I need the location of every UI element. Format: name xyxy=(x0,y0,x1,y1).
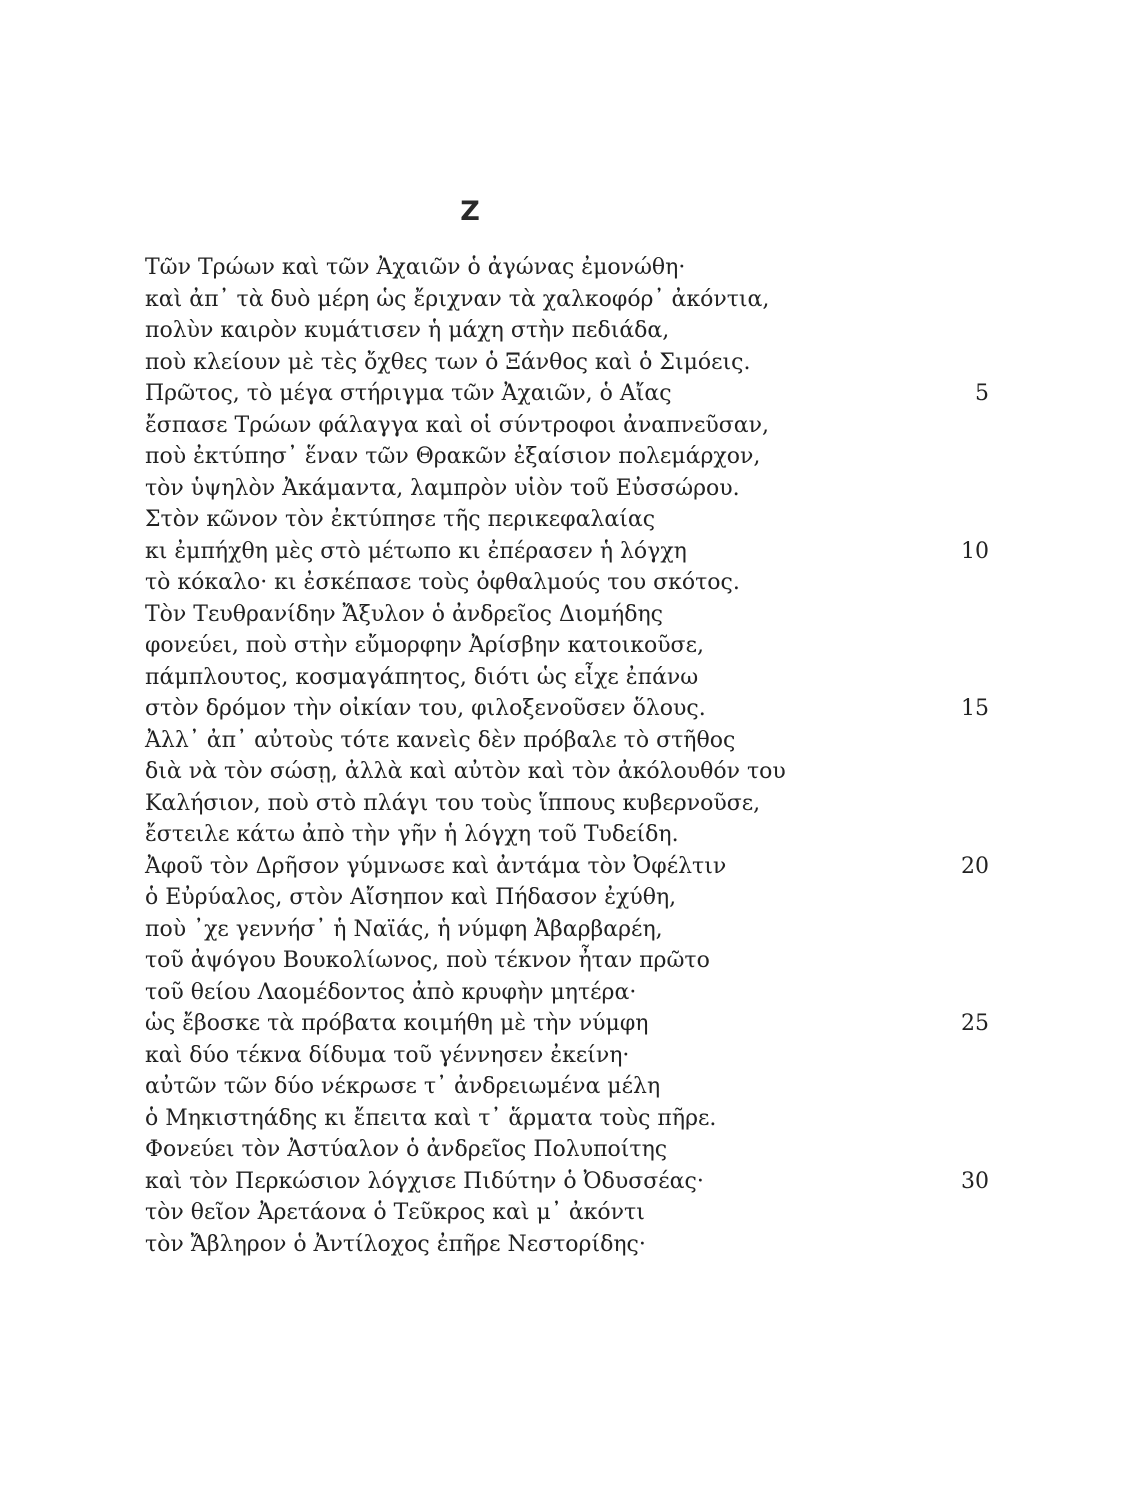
verse-text: ὡς ἔβοσκε τὰ πρόβατα κοιμήθη μὲ τὴν νύμφη xyxy=(145,1011,649,1036)
verse-text: διὰ νὰ τὸν σώσῃ, ἀλλὰ καὶ αὐτὸν καὶ τὸν ἀκόλουθόν του xyxy=(145,759,786,784)
verse-text: τὸν θεῖον Ἀρετάονα ὁ Τεῦκρος καὶ μ᾽ ἀκόντι xyxy=(145,1200,645,1225)
verse-line xyxy=(145,1229,1025,1261)
verse-text: τοῦ ἀψόγου Βουκολίωνος, ποὺ τέκνον ἦταν πρῶτο xyxy=(145,948,710,973)
verse-line xyxy=(145,662,1025,694)
verse-line xyxy=(145,252,1025,284)
verse-text: Τῶν Τρώων καὶ τῶν Ἀχαιῶν ὁ ἀγώνας ἐμονώθη· xyxy=(145,255,686,280)
book-title: Z xyxy=(460,196,480,227)
verse-text: Πρῶτος, τὸ μέγα στήριγμα τῶν Ἀχαιῶν, ὁ Αἴας xyxy=(145,381,672,406)
verse-line xyxy=(145,536,1025,568)
verse-line xyxy=(145,567,1025,599)
verse-line xyxy=(145,914,1025,946)
line-number: 10 xyxy=(961,538,989,564)
line-number: 15 xyxy=(961,696,989,721)
line-number: 20 xyxy=(961,853,989,879)
verse-line xyxy=(145,473,1025,505)
verse-line xyxy=(145,504,1025,536)
verse-text: τὸ κόκαλο· κι ἐσκέπασε τοὺς ὀφθαλμούς του σκότος. xyxy=(145,570,740,595)
verse-text: ποὺ ἐκτύπησ᾽ ἕναν τῶν Θρακῶν ἐξαίσιον πολεμάρχον, xyxy=(145,444,761,469)
verse-line xyxy=(145,441,1025,473)
verse-line xyxy=(145,819,1025,851)
verse-line xyxy=(145,693,1025,725)
verse-line xyxy=(145,1040,1025,1072)
verse-line xyxy=(145,1197,1025,1229)
verse-text: αὐτῶν τῶν δύο νέκρωσε τ᾽ ἀνδρειωμένα μέλη xyxy=(145,1074,661,1099)
line-number: 5 xyxy=(975,381,989,406)
verse-line xyxy=(145,945,1025,977)
verse-text: ἔσπασε Τρώων φάλαγγα καὶ οἱ σύντροφοι ἀναπνεῦσαν, xyxy=(145,412,770,438)
verse-text: καὶ τὸν Περκώσιον λόγχισε Πιδύτην ὁ Ὀδυσσέας· xyxy=(145,1168,704,1194)
verse-text: Φονεύει τὸν Ἀστύαλον ὁ ἀνδρεῖος Πολυποίτης xyxy=(145,1137,668,1162)
verse-line xyxy=(145,788,1025,820)
verse-line xyxy=(145,1008,1025,1040)
verse-text: τοῦ θείου Λαομέδοντος ἀπὸ κρυφὴν μητέρα· xyxy=(145,979,637,1005)
verse-text: κι ἐμπήχθη μὲς στὸ μέτωπο κι ἐπέρασεν ἡ λόγχη xyxy=(145,538,687,564)
verse-text: τὸν ὑψηλὸν Ἀκάμαντα, λαμπρὸν υἱὸν τοῦ Εὐσσώρου. xyxy=(145,475,740,501)
verse-text: πολὺν καιρὸν κυμάτισεν ἡ μάχη στὴν πεδιάδα, xyxy=(145,318,670,343)
verse-line xyxy=(145,347,1025,379)
verse-text: Ἀλλ᾽ ἀπ᾽ αὐτοὺς τότε κανεὶς δὲν πρόβαλε τὸ στῆθος xyxy=(145,727,736,753)
verse-text: ὁ Εὐρύαλος, στὸν Αἴσηπον καὶ Πήδασον ἐχύθη, xyxy=(145,885,677,910)
verse-text: καὶ δύο τέκνα δίδυμα τοῦ γέννησεν ἐκείνη· xyxy=(145,1042,630,1068)
verse-text: καὶ ἀπ᾽ τὰ δυὸ μέρη ὡς ἔριχναν τὰ χαλκοφόρ᾽ ἀκόντια, xyxy=(145,286,770,312)
verse-text: φονεύει, ποὺ στὴν εὔμορφην Ἀρίσβην κατοικοῦσε, xyxy=(145,633,704,658)
verse-line xyxy=(145,725,1025,757)
verse-line xyxy=(145,1134,1025,1166)
verse-line xyxy=(145,756,1025,788)
verse-text: τὸν Ἄβληρον ὁ Ἀντίλοχος ἐπῆρε Νεστορίδης· xyxy=(145,1231,646,1257)
verse-text: Ἀφοῦ τὸν Δρῆσον γύμνωσε καὶ ἀντάμα τὸν Ὀφέλτιν xyxy=(145,853,727,879)
verse-text: ὁ Μηκιστηάδης κι ἔπειτα καὶ τ᾽ ἅρματα τοὺς πῆρε. xyxy=(145,1105,717,1131)
line-number: 30 xyxy=(961,1168,989,1194)
verse-text: ἔστειλε κάτω ἀπὸ τὴν γῆν ἡ λόγχη τοῦ Τυδείδη. xyxy=(145,822,679,847)
verse-text: πάμπλουτος, κοσμαγάπητος, διότι ὡς εἶχε ἐπάνω xyxy=(145,664,699,690)
verse-line xyxy=(145,284,1025,316)
verse-line xyxy=(145,1166,1025,1198)
verse-line xyxy=(145,977,1025,1009)
verse-text: Τὸν Τευθρανίδην Ἄξυλον ὁ ἀνδρεῖος Διομήδης xyxy=(145,601,663,627)
verse-line xyxy=(145,315,1025,347)
verse-line xyxy=(145,882,1025,914)
verse-text: ποὺ ᾽χε γεννήσ᾽ ἡ Ναϊάς, ἡ νύμφη Ἀβαρβαρέη, xyxy=(145,916,663,942)
verse-line xyxy=(145,1071,1025,1103)
verse-text: ποὺ κλείουν μὲ τὲς ὄχθες των ὁ Ξάνθος καὶ ὁ Σιμόεις. xyxy=(145,349,751,375)
verse-line xyxy=(145,1103,1025,1135)
verse-line xyxy=(145,851,1025,883)
verse-list xyxy=(145,252,1025,1260)
line-number: 25 xyxy=(961,1011,989,1036)
verse-text: Στὸν κῶνον τὸν ἐκτύπησε τῆς περικεφαλαίας xyxy=(145,507,656,532)
verse-text: στὸν δρόμον τὴν οἰκίαν του, φιλοξενοῦσεν ὅλους. xyxy=(145,696,706,721)
verse-line xyxy=(145,378,1025,410)
verse-text: Καλήσιον, ποὺ στὸ πλάγι του τοὺς ἵππους κυβερνοῦσε, xyxy=(145,790,761,816)
verse-line xyxy=(145,410,1025,442)
verse-line xyxy=(145,599,1025,631)
verse-line xyxy=(145,630,1025,662)
